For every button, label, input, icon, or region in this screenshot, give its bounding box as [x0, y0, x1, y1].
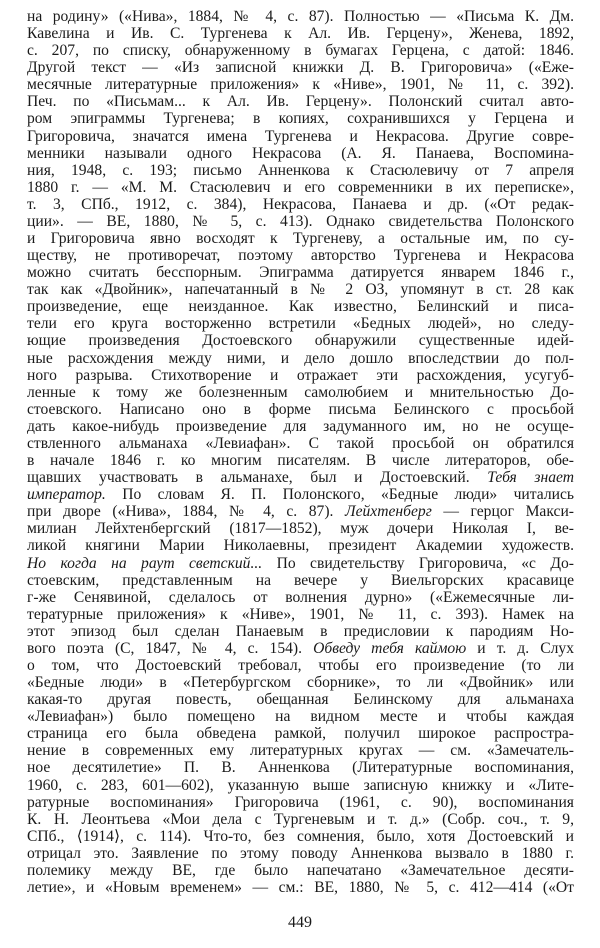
text-line	[27, 657, 574, 674]
text-line	[27, 879, 574, 896]
text-line	[27, 828, 574, 845]
text-segment: ществу, не противоречат, поэтому авторство Тургенева и Некрасова	[27, 247, 574, 265]
page-number: 449	[288, 914, 312, 931]
text-line	[27, 59, 574, 76]
text-segment: нение в современных ему литературных кругах — см. «Замечатель-	[27, 742, 574, 760]
text-line	[27, 418, 574, 435]
text-segment: на родину» («Нива», 1884, № 4, с. 87). Полностью — «Письма К. Дм.	[27, 8, 574, 25]
text-line	[27, 162, 574, 179]
text-segment: и Григоровича явно восходят к Тургеневу, а остальные им, по су-	[27, 230, 574, 248]
text-line	[27, 435, 574, 452]
text-line	[27, 264, 574, 281]
text-segment: и т. д. Слух	[466, 639, 575, 657]
text-line	[27, 725, 574, 742]
text-segment: стоевского. Написано оно в форме письма Белинского с просьбой	[27, 400, 574, 418]
text-segment: «Левиафан») было помещено на видном месте и чтобы каждая	[27, 708, 574, 726]
text-line	[27, 367, 574, 384]
text-line	[27, 8, 574, 25]
text-segment: ния, 1948, с. 193; письмо Анненкова к Стасюлевичу от 7 апреля	[27, 161, 574, 179]
text-segment: этот эпизод был сделан Панаевым в предисловии к пародиям Но-	[27, 622, 574, 640]
text-segment: милиан Лейхтенбергский (1817—1852), муж дочери Николая I, ве-	[27, 520, 574, 538]
text-segment: Григоровича, значатся имена Тургенева и Некрасова. Другие совре-	[27, 127, 574, 145]
text-segment: ющие произведения Достоевского обнаружили существенные идей-	[27, 332, 574, 350]
text-segment: ного разрыва. Стихотворение и отражает эти расхождения, усугуб-	[27, 366, 574, 384]
text-segment: СПб., ⟨1914⟩, с. 114). Что-то, без сомнения, было, хотя Достоевский и	[27, 827, 574, 845]
text-line	[27, 708, 574, 725]
text-line	[27, 759, 574, 776]
text-line	[27, 315, 574, 332]
text-line	[27, 640, 574, 657]
italic-quote: Тебя знает	[487, 469, 574, 487]
text-segment: ром эпиграммы Тургенева; в копиях, сохранившихся у Герцена и	[27, 110, 574, 128]
text-line	[27, 196, 574, 213]
text-segment: так как «Двойник», напечатанный в № 2 ОЗ, упомянут в ст. 28 как	[27, 281, 574, 299]
text-segment: 1960, с. 283, 601—602), указанную выше записную книжку и «Лите-	[27, 776, 574, 794]
text-segment: полемику между ВЕ, где было напечатано «Замечательное десяти-	[27, 861, 574, 879]
text-line	[27, 230, 574, 247]
text-segment: ленные к тому же болезненным самолюбием и мнительностью До-	[27, 383, 574, 401]
italic-quote: Обведу тебя каймою	[313, 639, 467, 657]
text-line	[27, 401, 574, 418]
text-segment: ствленного альманаха «Левиафан». С такой просьбой он обратился	[27, 434, 574, 452]
text-line	[27, 179, 574, 196]
text-line	[27, 862, 574, 879]
text-line	[27, 742, 574, 759]
text-line	[27, 691, 574, 708]
text-segment: при дворе («Нива», 1884, № 4, с. 87).	[27, 503, 346, 521]
text-line	[27, 110, 574, 127]
text-segment: стоевским, представленным на вечере у Виельгорских красавице	[27, 571, 574, 589]
text-line	[27, 811, 574, 828]
text-line	[27, 42, 574, 59]
text-segment: щавших участвовать в альманахе, был и Достоевский.	[27, 469, 488, 487]
text-line	[27, 845, 574, 862]
text-line	[27, 145, 574, 162]
text-line	[27, 572, 574, 589]
text-line	[27, 777, 574, 794]
text-segment: месячные литературные приложения» к «Ниве», 1901, № 11, с. 392).	[27, 76, 574, 94]
text-segment: дать какое-нибудь произведение для задуманного им, но не осуще-	[27, 417, 574, 435]
text-segment: ратурные воспоминания» Григоровича (1961, с. 90), воспоминания	[27, 793, 574, 811]
text-segment: страница его была обведена рамкой, получил широкое распростра-	[27, 725, 574, 743]
text-line	[27, 555, 574, 572]
text-segment: о том, что Достоевский требовал, чтобы его произведение (то ли	[27, 656, 574, 674]
text-line	[27, 486, 574, 503]
text-segment: ликой княгини Марии Николаевны, президент Академии художеств.	[27, 537, 574, 555]
text-line	[27, 794, 574, 811]
text-segment: — герцог Макси-	[431, 503, 575, 521]
text-line	[27, 281, 574, 298]
text-line	[27, 384, 574, 401]
text-segment: вого поэта (С, 1847, № 4, с. 154).	[27, 639, 314, 657]
text-segment: в начале 1846 г. ко многим писателям. В числе литераторов, обе-	[27, 452, 574, 470]
text-line	[27, 537, 574, 554]
italic-quote: император.	[27, 486, 106, 504]
italic-quote: Лейхтенберг	[345, 503, 432, 521]
text-line	[27, 350, 574, 367]
text-segment: тературные приложения» к «Ниве», 1901, № 11, с. 393). Намек на	[27, 605, 574, 623]
text-line	[27, 213, 574, 230]
text-segment: 1880 г. — «М. М. Стасюлевич и его современники в их переписке»,	[27, 178, 574, 196]
text-line	[27, 503, 574, 520]
text-segment: По свидетельству Григоровича, «с До-	[262, 554, 574, 572]
text-line	[27, 606, 574, 623]
text-segment: летие», и «Новым временем» — см.: ВЕ, 1880, № 5, с. 412—414 («От	[27, 878, 574, 896]
text-segment: ции». — ВЕ, 1880, № 5, с. 413). Однако свидетельства Полонского	[27, 212, 574, 230]
text-line	[27, 76, 574, 93]
text-line	[27, 247, 574, 264]
text-line	[27, 128, 574, 145]
text-line	[27, 469, 574, 486]
text-line	[27, 674, 574, 691]
text-segment: можно считать бесспорным. Эпиграмма датируется январем 1846 г.,	[27, 264, 574, 282]
text-segment: ное десятилетие» П. В. Анненкова (Литературные воспоминания,	[27, 759, 574, 777]
text-line	[27, 520, 574, 537]
text-line	[27, 298, 574, 315]
text-segment: «Бедные люди» в «Петербургском сборнике», то ли «Двойник» или	[27, 674, 574, 692]
text-line	[27, 623, 574, 640]
text-segment: Печ. по «Письмам... к Ал. Ив. Герцену». Полонский считал авто-	[27, 93, 574, 111]
italic-quote: Но когда на раут светский...	[27, 554, 263, 572]
text-line	[27, 25, 574, 42]
text-line	[27, 332, 574, 349]
text-segment: К. Н. Леонтьева «Мои дела с Тургеневым и т. д.» (Собр. соч., т. 9,	[27, 810, 574, 828]
text-segment: отрицал это. Заявление по этому поводу Анненкова вызвало в 1880 г.	[27, 844, 574, 862]
body-text	[27, 8, 574, 896]
text-segment: менники называли одного Некрасова (А. Я. Панаева, Воспомина-	[27, 144, 574, 162]
text-segment: Кавелина и Ив. С. Тургенева к Ал. Ив. Герцену», Женева, 1892,	[27, 25, 574, 43]
text-line	[27, 589, 574, 606]
text-segment: По словам Я. П. Полонского, «Бедные люди» читались	[105, 486, 574, 504]
text-segment: тели его круга восторженно встретили «Бедных людей», но следу-	[27, 315, 574, 333]
text-segment: г-же Сенявиной, сделалось от волнения дурно» («Ежемесячные ли-	[27, 588, 574, 606]
text-segment: т. 3, СПб., 1912, с. 384), Некрасова, Панаева и др. («От редак-	[27, 195, 574, 213]
text-line	[27, 452, 574, 469]
text-segment: ные расхождения между ними, и дело дошло впоследствии до пол-	[27, 349, 574, 367]
text-segment: Другой текст — «Из записной книжки Д. В. Григоровича» («Еже-	[27, 59, 574, 77]
text-segment: какая-то другая повесть, обещанная Белинскому для альманаха	[27, 691, 574, 709]
text-line	[27, 93, 574, 110]
text-segment: произведение, еще неизданное. Как известно, Белинский и писа-	[27, 298, 574, 316]
text-segment: с. 207, по списку, обнаруженному в бумагах Герцена, с датой: 1846.	[27, 42, 574, 60]
